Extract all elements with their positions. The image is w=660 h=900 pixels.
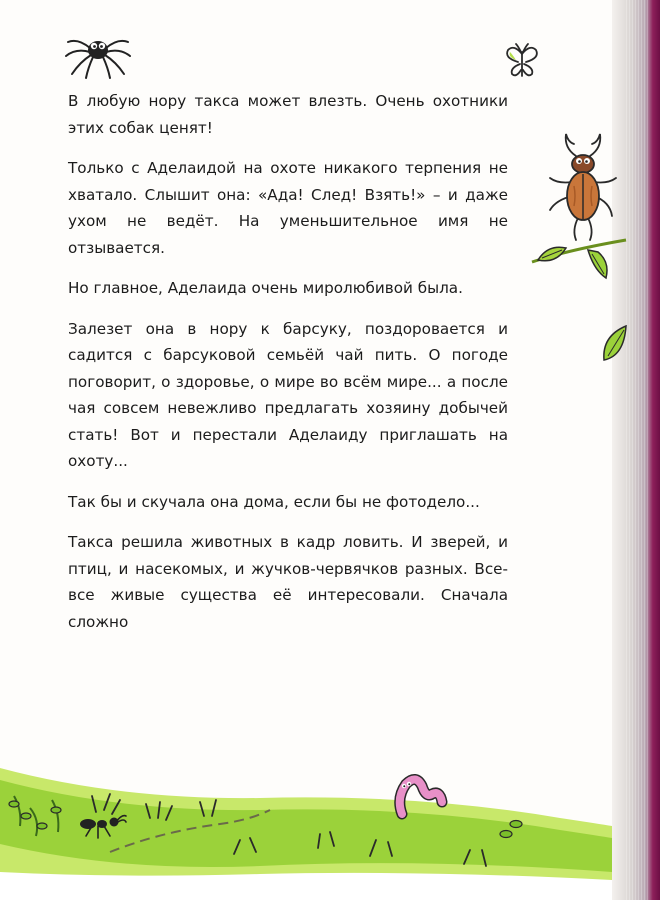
paragraph: Только с Аделаидой на охоте никакого терпения не хватало. Слышит она: «Ада! След! Взять!» – и даже ухом не ведёт. На уменьшительное имя не отзывается.: [68, 159, 508, 257]
story-text: [68, 88, 508, 649]
branch-with-leaves-icon: [528, 222, 628, 292]
paragraph: Залезет она в нору к барсуку, поздоровается и садится с барсуковой семьёй чай пить. О погоде поговорит, о здоровье, о мире во всём мире... а после чая совсем невежливо предлагать хозяину добычей стать! Вот и перестали Аделаиду приглашать на охоту...: [68, 319, 508, 470]
spider-icon: [60, 24, 136, 80]
leaf-icon: [596, 322, 632, 368]
paragraph: Такса решила животных в кадр ловить. И зверей, и птиц, и насекомых, и жучков-червячков разных. Все-все живые существа её интересовали. Сначала сложно: [68, 533, 508, 631]
paragraph: Так бы и скучала она дома, если бы не фотодело...: [68, 492, 480, 511]
paragraph: В любую нору такса может влезть. Очень охотники этих собак ценят!: [68, 92, 508, 137]
butterfly-icon: [500, 42, 544, 82]
paragraph: Но главное, Аделаида очень миролюбивой была.: [68, 279, 463, 297]
worm-icon: [392, 772, 448, 820]
page-stack-lines: [626, 0, 648, 900]
ant-icon: [76, 810, 128, 842]
